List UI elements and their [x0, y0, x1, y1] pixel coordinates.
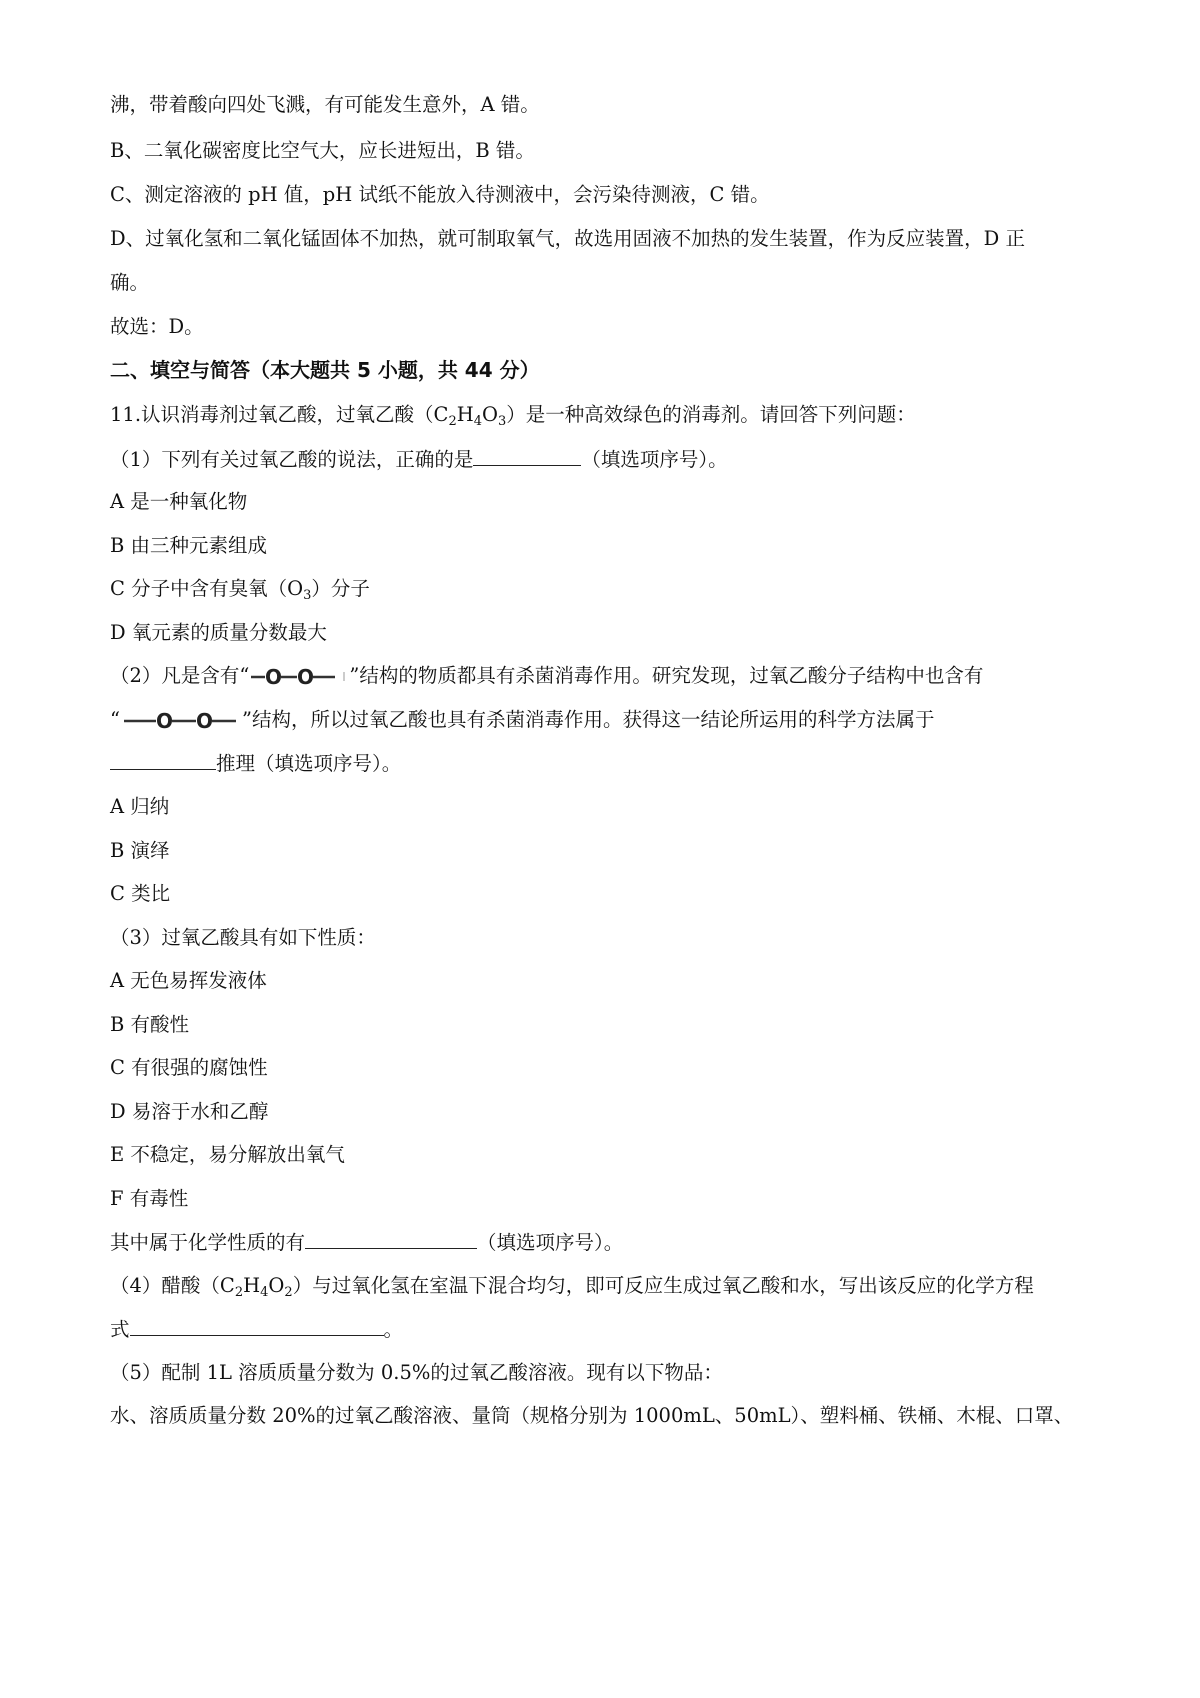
- q11-part2-line-2: “ O O ”结构，所以过氧乙酸也具有杀菌消毒作用。获得这一结论所运用的科学方法属于: [110, 708, 935, 732]
- q11-part4-line-2: 式 。: [110, 1318, 404, 1341]
- q11-part3-option-e: E 不稳定，易分解放出氧气: [110, 1143, 345, 1166]
- q11-part1-option-d: D 氧元素的质量分数最大: [110, 621, 327, 644]
- q11-part2-option-c: C 类比: [110, 882, 171, 905]
- q11-part5-line-2: 水、溶质质量分数 20%的过氧乙酸溶液、量筒（规格分别为 1000mL、50mL）、塑料桶、铁桶、木棍、口罩、: [110, 1404, 1074, 1427]
- q11-part3-option-a: A 无色易挥发液体: [110, 969, 267, 992]
- q11-part3-option-b: B 有酸性: [110, 1013, 190, 1036]
- answer-line-2: B、二氧化碳密度比空气大，应长进短出，B 错。: [110, 139, 535, 162]
- q11-part5-line-1: （5）配制 1L 溶质质量分数为 0.5%的过氧乙酸溶液。现有以下物品：: [110, 1361, 723, 1384]
- answer-blank-4[interactable]: [130, 1316, 384, 1336]
- structure-oxygen-label: O: [265, 665, 283, 688]
- structure-oxygen-label: O: [297, 665, 315, 688]
- section-heading: 二、填空与简答（本大题共 5 小题，共 44 分）: [110, 358, 540, 382]
- q11-part1-option-a: A 是一种氧化物: [110, 490, 248, 513]
- answer-blank-1[interactable]: [473, 446, 581, 466]
- q11-part4-line-1: （4）醋酸$(C_2H_4O_2)$与过氧化氢在室温下混合均匀，即可反应生成过氧乙酸和水，写出该反应的化学方程: [110, 1274, 1034, 1300]
- peroxide-structure-diagram: [251, 666, 347, 688]
- peroxide-structure-diagram: [122, 710, 240, 732]
- q11-part1-option-c: C 分子中含有臭氧$(O_3)$分子: [110, 577, 370, 603]
- q11-part3-option-d: D 易溶于水和乙醇: [110, 1100, 269, 1123]
- q11-part3-ask: 其中属于化学性质的有 （填选项序号）。: [110, 1231, 624, 1254]
- answer-blank-2[interactable]: [110, 750, 216, 770]
- q11-part3-option-c: C 有很强的腐蚀性: [110, 1056, 268, 1079]
- q11-part2-line-1: （2）凡是含有“ O O ”结构的物质都具有杀菌消毒作用。研究发现，过氧乙酸分子结构中也含有: [110, 664, 984, 688]
- question-11-stem: 11.认识消毒剂过氧乙酸，过氧乙酸$(C_2H_4O_3)$是一种高效绿色的消毒剂。请回答下列问题：: [110, 403, 916, 429]
- answer-line-1: 沸，带着酸向四处飞溅，有可能发生意外，A 错。: [110, 93, 540, 116]
- answer-line-4: D、过氧化氢和二氧化锰固体不加热，就可制取氧气，故选用固液不加热的发生装置，作为反应装置，D 正: [110, 227, 1025, 250]
- q11-part2-option-b: B 演绎: [110, 839, 170, 862]
- q11-part2-line-3: 推理（填选项序号）。: [110, 750, 401, 777]
- answer-blank-3[interactable]: [305, 1229, 477, 1249]
- q11-part3-option-f: F 有毒性: [110, 1187, 189, 1210]
- structure-oxygen-label: O: [155, 709, 173, 732]
- q11-part1-question: （1）下列有关过氧乙酸的说法，正确的是 （填选项序号）。: [110, 448, 728, 471]
- answer-line-5: 确。: [110, 271, 150, 294]
- structure-oxygen-label: O: [195, 709, 213, 732]
- q11-part1-option-b: B 由三种元素组成: [110, 534, 268, 557]
- answer-line-3: C、测定溶液的 pH 值，pH 试纸不能放入待测液中，会污染待测液，C 错。: [110, 183, 770, 206]
- q11-part3-question: （3）过氧乙酸具有如下性质：: [110, 926, 376, 949]
- q11-part2-option-a: A 归纳: [110, 795, 170, 818]
- answer-line-6: 故选：D。: [110, 315, 204, 338]
